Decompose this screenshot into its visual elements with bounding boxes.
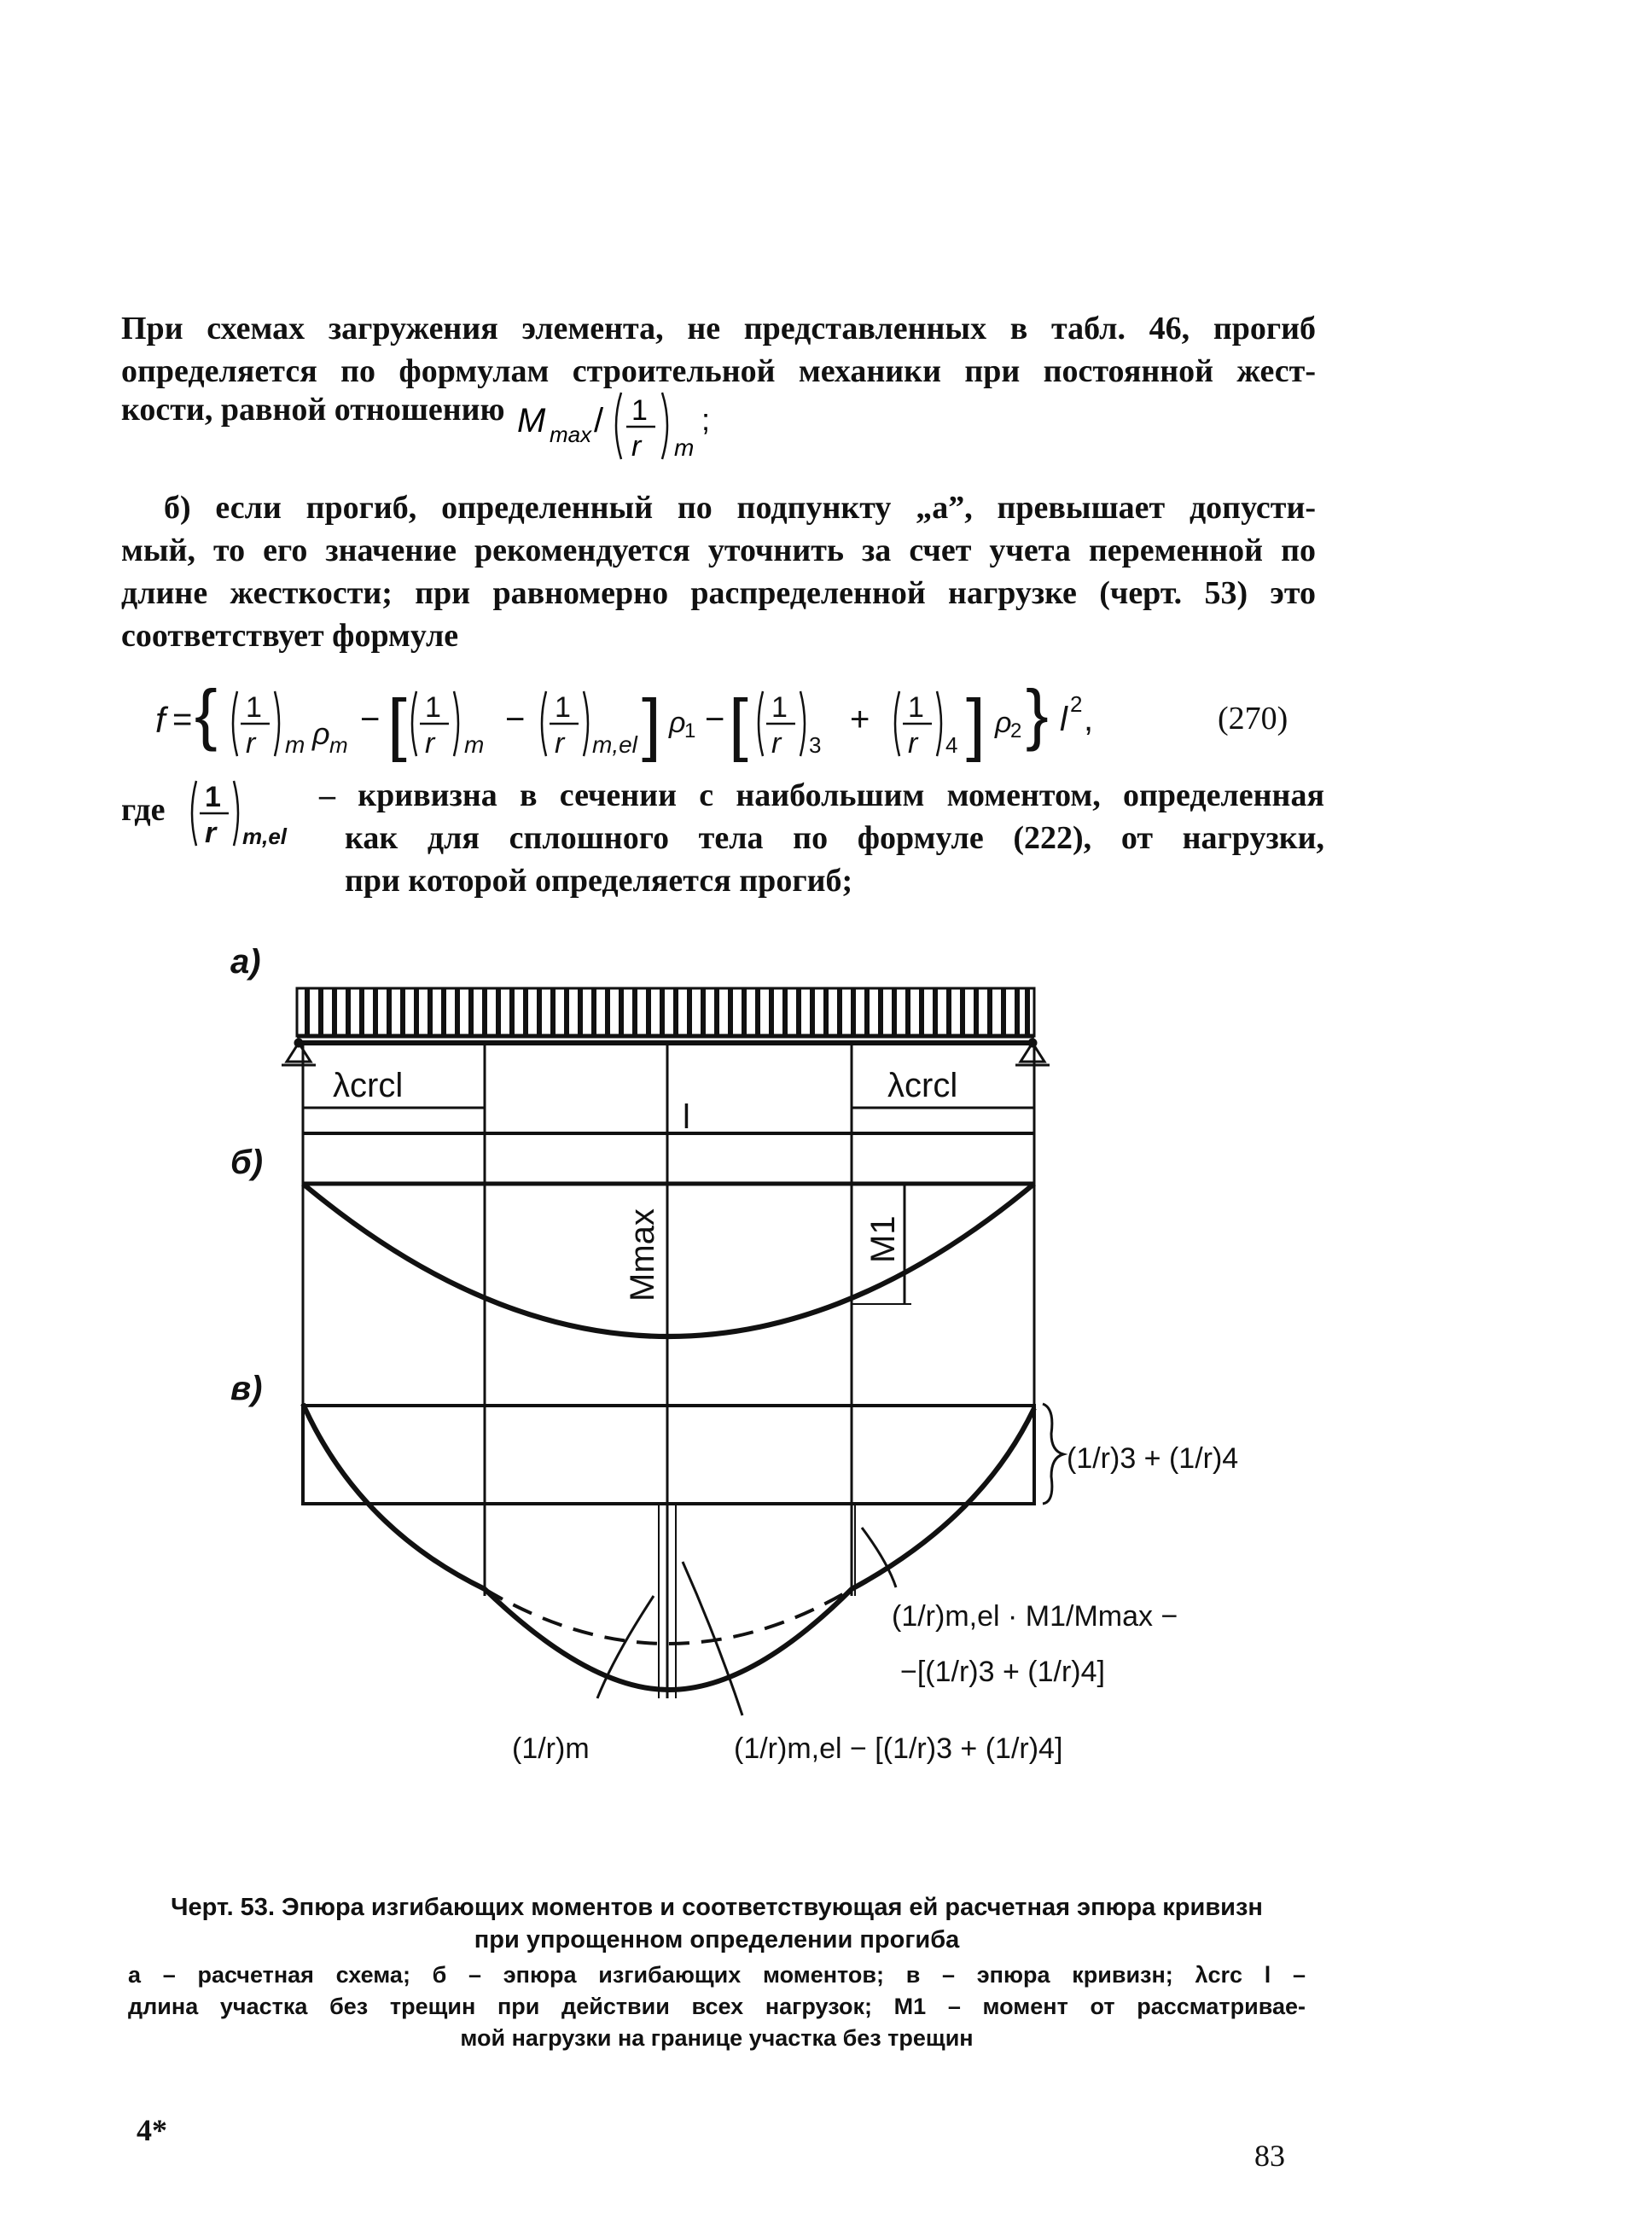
formula-270-number: (270) xyxy=(1218,701,1288,737)
figure-caption-body xyxy=(128,1959,1306,2054)
svg-text:r: r xyxy=(205,817,217,849)
svg-text:f: f xyxy=(155,700,166,740)
paragraph-2-line-4: соответствует формуле xyxy=(121,618,459,654)
lambda-left-label: λcrcl xyxy=(333,1067,404,1104)
where-clause xyxy=(121,772,1333,900)
svg-text:l: l xyxy=(1060,701,1067,738)
lambda-right-label: λcrcl xyxy=(887,1067,958,1104)
paragraph-2-line-2: мый, то его значение рекомендуется уточнить за счет учета переменной по xyxy=(121,533,1316,568)
curv-mel-expr-label: (1/r)m,el − [(1/r)3 + (1/r)4] xyxy=(734,1732,1063,1765)
m1-label: M1 xyxy=(864,1215,902,1263)
caption-body-line-2: длина участка без трещин при действии всех нагрузок; M1 – момент от рассматривае- xyxy=(128,1994,1306,2019)
svg-text:1: 1 xyxy=(908,691,924,724)
caption-title-line-2: при упрощенном определении прогиба xyxy=(474,1926,960,1953)
curv-right-label-1: (1/r)m,el · M1/Mmax − xyxy=(892,1600,1178,1633)
svg-text:}: } xyxy=(1026,676,1049,752)
svg-text:m,el: m,el xyxy=(242,824,288,849)
svg-text:m: m xyxy=(674,434,695,461)
svg-text:[: [ xyxy=(729,685,748,763)
curv-34-label: (1/r)3 + (1/r)4 xyxy=(1067,1442,1239,1475)
svg-text:+: + xyxy=(850,701,870,738)
caption-title-line-1: Черт. 53. Эпюра изгибающих моментов и соответствующая ей расчетная эпюра кривизн xyxy=(171,1894,1263,1921)
svg-text:r: r xyxy=(555,727,565,760)
paragraph-2-line-1: б) если прогиб, определенный по подпункту „а”, превышает допусти- xyxy=(164,490,1316,526)
signature-mark: 4* xyxy=(137,2113,167,2147)
figure-caption-title xyxy=(128,1891,1306,1956)
where-line-2: как для сплошного тела по формуле (222), от нагрузки, xyxy=(345,820,1324,856)
svg-text:r: r xyxy=(246,727,256,760)
figure-label-v: в) xyxy=(230,1370,263,1407)
svg-text:M: M xyxy=(517,402,546,440)
where-definition xyxy=(319,774,1324,902)
formula-270 xyxy=(121,674,1333,768)
span-label: l xyxy=(683,1098,690,1136)
paragraph-1-line-2: определяется по формулам строительной механики при постоянной жест- xyxy=(121,353,1316,389)
svg-text:[: [ xyxy=(387,685,407,763)
svg-text:ρ: ρ xyxy=(995,707,1012,739)
figure-label-b: б) xyxy=(230,1144,264,1181)
paragraph-1-line-1: При схемах загружения элемента, не представленных в табл. 46, прогиб xyxy=(121,311,1316,346)
svg-text:3: 3 xyxy=(809,732,822,758)
page-number: 83 xyxy=(1254,2139,1285,2173)
svg-text:−: − xyxy=(705,701,725,738)
svg-text:1: 1 xyxy=(205,781,221,813)
svg-text:1: 1 xyxy=(771,691,788,724)
svg-text:{: { xyxy=(195,676,218,752)
svg-text:1: 1 xyxy=(631,394,648,427)
where-line-1: – кривизна в сечении с наибольшим моментом, определенная xyxy=(319,777,1324,813)
svg-text:1: 1 xyxy=(246,691,262,724)
svg-text:1: 1 xyxy=(684,719,696,742)
curv-right-label-2: −[(1/r)3 + (1/r)4] xyxy=(900,1656,1105,1688)
svg-text:m: m xyxy=(329,732,348,758)
svg-text:r: r xyxy=(771,727,782,760)
svg-text:ρ: ρ xyxy=(669,707,686,739)
svg-text:−: − xyxy=(360,701,381,738)
svg-text:;: ; xyxy=(701,402,711,437)
svg-text:ρ: ρ xyxy=(312,716,330,751)
svg-text:r: r xyxy=(908,727,918,760)
mmax-ratio-formula xyxy=(512,382,785,468)
svg-text:,: , xyxy=(1084,701,1094,738)
svg-text:r: r xyxy=(631,430,642,463)
svg-text:]: ] xyxy=(966,685,986,763)
caption-body-line-1: а – расчетная схема; б – эпюра изгибающих моментов; в – эпюра кривизн; λcrc l – xyxy=(128,1962,1306,1988)
paragraph-1-line-3 xyxy=(121,391,505,428)
formula-270-graphic xyxy=(121,674,1333,768)
svg-text:/: / xyxy=(594,402,604,440)
svg-text:=: = xyxy=(172,701,193,738)
figure-label-a: а) xyxy=(230,943,261,981)
svg-text:r: r xyxy=(425,727,435,760)
svg-text:m: m xyxy=(464,731,485,758)
where-symbol xyxy=(186,772,288,858)
paragraph-2-line-3: длине жесткости; при равномерно распределенной нагрузке (черт. 53) это xyxy=(121,575,1316,611)
svg-text:4: 4 xyxy=(945,732,958,758)
paragraph-2 xyxy=(121,486,1316,657)
svg-text:m,el: m,el xyxy=(592,731,637,758)
where-line-3: при которой определяется прогиб; xyxy=(345,863,853,899)
svg-text:−: − xyxy=(505,701,526,738)
svg-text:2: 2 xyxy=(1010,719,1022,742)
svg-text:1: 1 xyxy=(555,691,571,724)
paragraph-1 xyxy=(121,307,1316,393)
where-prefix: где xyxy=(121,792,166,828)
curv-m-label: (1/r)m xyxy=(512,1732,590,1765)
caption-body-line-3: мой нагрузки на границе участка без трещин xyxy=(460,2025,974,2051)
svg-text:2: 2 xyxy=(1070,691,1083,717)
svg-text:1: 1 xyxy=(425,691,441,724)
figure-53 xyxy=(0,930,1652,1878)
mmax-label: Mmax xyxy=(624,1208,661,1301)
svg-text:]: ] xyxy=(642,685,661,763)
paragraph-1-line-3-text: кости, равной отношению xyxy=(121,392,505,428)
svg-text:m: m xyxy=(285,731,305,758)
svg-text:max: max xyxy=(550,422,592,447)
distributed-load xyxy=(297,988,1034,1036)
